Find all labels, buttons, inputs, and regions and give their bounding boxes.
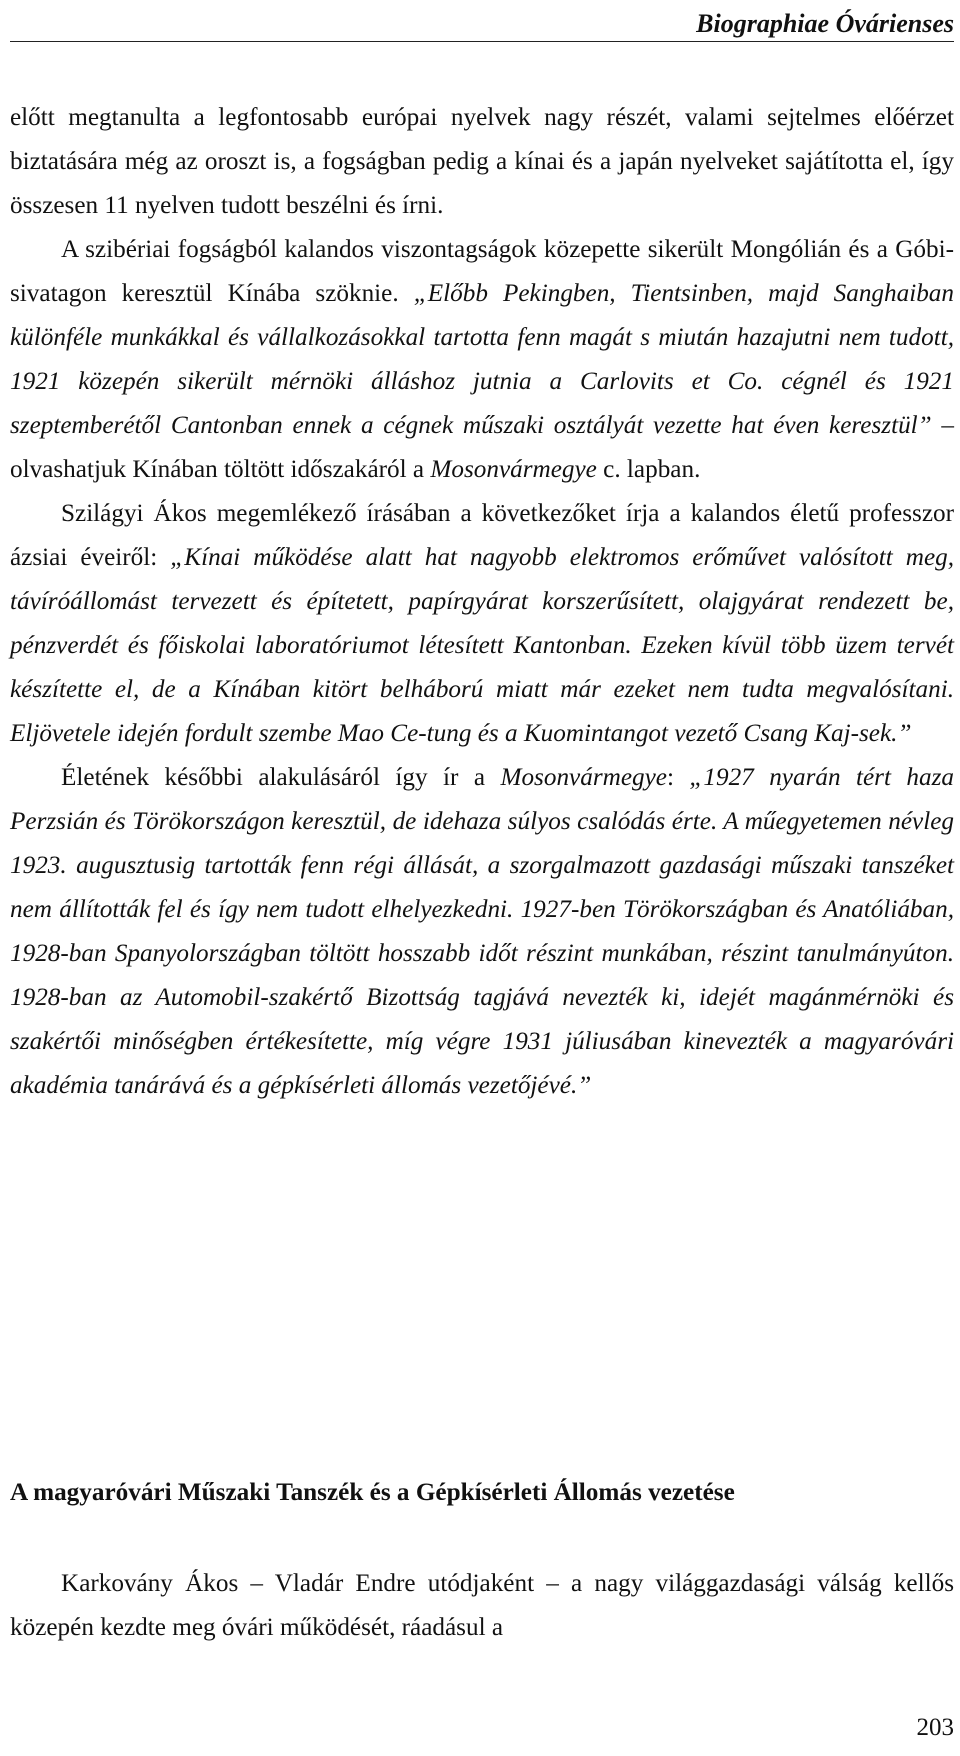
header-divider: [10, 41, 954, 42]
text-segment: Szilágyi Ákos megemlékező írásában a következőket írja a kalandos életű professzor ázsiai éveiről:: [10, 500, 954, 571]
page-number: 203: [916, 1714, 954, 1741]
text-segment: Életének későbbi alakulásáról így ír a: [61, 764, 501, 791]
text-segment: A szibériai fogságból kalandos viszontagságok közepette sikerült Mongólián és a Góbi-sivatagon keresztül Kínába szöknie.: [10, 236, 954, 307]
paragraph-4: [10, 756, 954, 1108]
section-body-text: [10, 1562, 954, 1650]
text-segment: előtt megtanulta a legfontosabb európai nyelvek nagy részét, valami sejtelmes előérzet biztatására még az oroszt is, a fogságban pedig a kínai és a japán nyelveket sajátította el, így összesen 11 nyelven tudott beszélni és írni.: [10, 104, 954, 219]
paragraph-2: [10, 228, 954, 492]
text-segment: – olvashatjuk Kínában töltött időszakáról a: [10, 412, 954, 483]
quote-segment: „1927 nyarán tért haza Perzsián és Törökországon keresztül, de idehaza súlyos csalódás érte. A műegyetemen névleg 1923. augusztusig tartották fenn régi állását, a szorgalmazott gazdasági műszaki tanszéket nem állították fel és így nem tudott elhelyezkedni. 1927-ben Törökországban és Anatóliában, 1928-ban Spanyolországban töltött hosszabb időt részint munkában, részint tanulmányúton. 1928-ban az Automobil-szakértő Bizottság tagjává nevezték ki, idejét magánmérnöki és szakértői minőségben értékesítette, míg végre 1931 júliusában kinevezték a magyaróvári akadémia tanárává és a gépkísérleti állomás vezetőjévé.”: [10, 764, 954, 1099]
section-heading: A magyaróvári Műszaki Tanszék és a Gépkísérleti Állomás vezetése: [10, 1479, 735, 1506]
newspaper-title: Mosonvármegye: [430, 456, 597, 483]
newspaper-title: Mosonvármegye: [500, 764, 667, 791]
body-text: [10, 96, 954, 1108]
quote-segment: „Előbb Pekingben, Tientsinben, majd Sanghaiban különféle munkákkal és vállalkozásokkal tartotta fenn magát s miután hazajutni nem tudott, 1921 közepén sikerült mérnöki álláshoz jutnia a Carlovits et Co. cégnél és 1921 szeptemberétől Cantonban ennek a cégnek műszaki osztályát vezette hat éven keresztül”: [10, 280, 954, 439]
paragraph-3: [10, 492, 954, 756]
quote-segment: „Kínai működése alatt hat nagyobb elektromos erőművet valósított meg, távíróállomást tervezett és építetett, papírgyárat korszerűsített, olajgyárat rendezett be, pénzverdét és főiskolai laboratóriumot létesített Kantonban. Ezeken kívül több üzem tervét készítette el, de a Kínában kitört belháború miatt már ezeket nem tudta megvalósítani. Eljövetele idején fordult szembe Mao Ce-tung és a Kuomintangot vezető Csang Kaj-sek.”: [10, 544, 955, 747]
text-segment: :: [666, 764, 690, 791]
paragraph-1: [10, 96, 954, 228]
section-paragraph: Karkovány Ákos – Vladár Endre utódjaként – a nagy világgazdasági válság kellős közepén kezdte meg óvári működését, ráadásul a: [10, 1570, 954, 1641]
text-segment: c. lapban.: [596, 456, 701, 483]
running-header-title: Biographiae Óvárienses: [696, 9, 954, 38]
